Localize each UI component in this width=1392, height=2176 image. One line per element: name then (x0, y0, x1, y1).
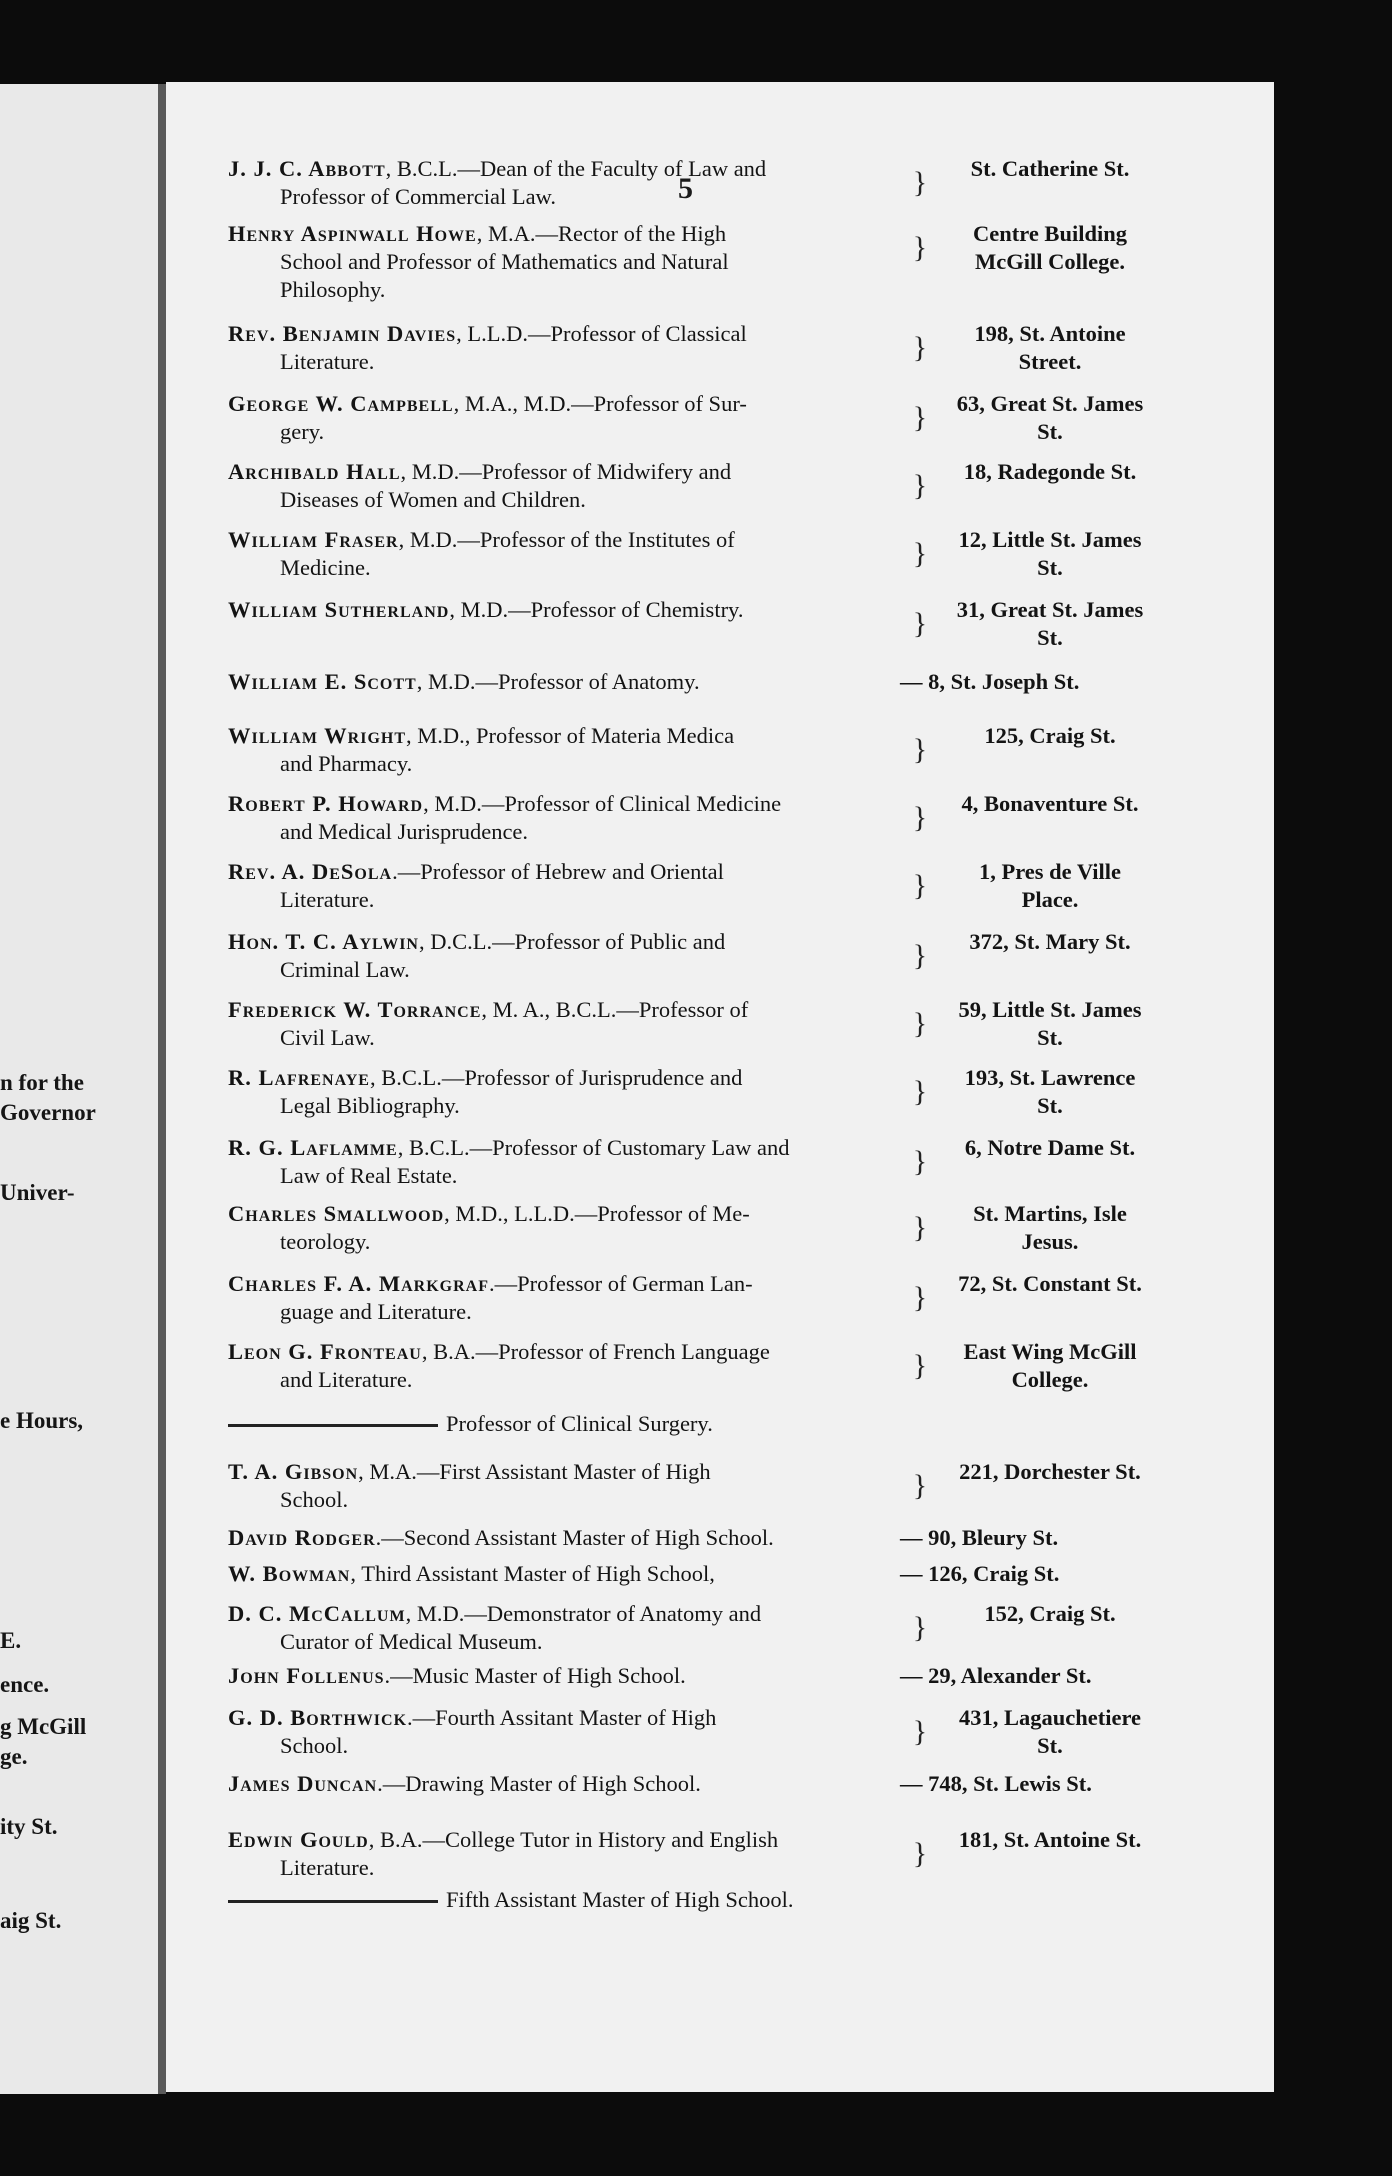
address-line: 4, Bonaventure St. (961, 791, 1139, 816)
entry-title: , M.D.—Professor of Clinical Medicine (423, 791, 782, 816)
entry-description (228, 928, 904, 984)
left-page-text-fragment: e Hours, (0, 1408, 84, 1433)
entry-address (900, 1524, 1180, 1552)
address-line: College. (1011, 1367, 1089, 1392)
address-line: 372, St. Mary St. (969, 929, 1131, 954)
brace-separator: } (912, 801, 928, 834)
entry-title-continued: Diseases of Women and Children. (280, 487, 586, 512)
brace-separator: } (912, 401, 928, 434)
person-name: Henry Aspinwall Howe (228, 221, 477, 246)
address-line: — 29, Alexander St. (900, 1663, 1092, 1688)
entry-title: , M.D.—Professor of the Institutes of (398, 527, 735, 552)
person-name: George W. Campbell (228, 391, 454, 416)
address-line: Place. (1021, 887, 1079, 912)
brace-separator: } (912, 1281, 928, 1314)
address-line: St. (1037, 625, 1063, 650)
entry-description (228, 1270, 904, 1326)
entry-description (228, 1200, 904, 1256)
person-name: David Rodger (228, 1525, 376, 1550)
entry-address (932, 1458, 1168, 1486)
address-line: 198, St. Antoine (974, 321, 1126, 346)
address-line: St. (1037, 1733, 1063, 1758)
brace-separator: } (912, 1145, 928, 1178)
entry-title: , B.C.L.—Dean of the Faculty of Law and (385, 156, 767, 181)
entry-title: , B.A.—Professor of French Language (421, 1339, 770, 1364)
brace-separator: } (912, 1611, 928, 1644)
entry-title-continued: Literature. (280, 887, 375, 912)
entry-title-continued: Philosophy. (280, 277, 386, 302)
entry-description (228, 1064, 904, 1120)
entry-description (228, 1338, 904, 1394)
address-line: 12, Little St. James (958, 527, 1142, 552)
person-name: J. J. C. Abbott (228, 156, 386, 181)
person-name: Hon. T. C. Aylwin (228, 929, 419, 954)
address-line: 31, Great St. James (956, 597, 1144, 622)
entry-title: , M.D.—Professor of Anatomy. (416, 669, 700, 694)
faculty-entry (228, 1886, 1238, 1970)
person-name: Leon G. Fronteau (228, 1339, 422, 1364)
entry-description (228, 1662, 904, 1690)
left-page-text-fragment: g McGill (0, 1714, 87, 1739)
entry-title-continued: School and Professor of Mathematics and Natural (280, 249, 729, 274)
entry-description (228, 668, 904, 696)
person-name: William Fraser (228, 527, 399, 552)
address-line: 431, Lagauchetiere (958, 1705, 1142, 1730)
entry-title-continued: Literature. (280, 1855, 375, 1880)
left-page-fragment (0, 84, 158, 2094)
entry-address (900, 1770, 1180, 1798)
entry-title: .—Professor of German Lan- (488, 1271, 753, 1296)
entry-title: , B.A.—College Tutor in History and English (368, 1827, 779, 1852)
entry-title-continued: gery. (280, 419, 325, 444)
person-name: John Follenus (228, 1663, 385, 1688)
address-line: 221, Dorchester St. (959, 1459, 1141, 1484)
entry-description (228, 1826, 904, 1882)
entry-address (932, 1338, 1168, 1394)
brace-separator: } (912, 1349, 928, 1382)
entry-address (932, 526, 1168, 582)
entry-title: .—Fourth Assitant Master of High (407, 1705, 717, 1730)
address-line: 125, Craig St. (984, 723, 1116, 748)
entry-description (228, 858, 904, 914)
entry-title: , M.A.—First Assistant Master of High (358, 1459, 711, 1484)
brace-separator: } (912, 1075, 928, 1108)
entry-address (932, 1200, 1168, 1256)
person-name: Charles F. A. Markgraf (228, 1271, 489, 1296)
address-line: 63, Great St. James (956, 391, 1144, 416)
address-line: St. Martins, Isle (973, 1201, 1127, 1226)
entry-address (932, 596, 1168, 652)
address-line: 1, Pres de Ville (978, 859, 1122, 884)
person-name: Charles Smallwood (228, 1201, 445, 1226)
brace-separator: } (912, 607, 928, 640)
entry-title-continued: Professor of Commercial Law. (280, 184, 556, 209)
address-line: 193, St. Lawrence (964, 1065, 1136, 1090)
brace-separator: } (912, 1469, 928, 1502)
person-name: W. Bowman (228, 1561, 351, 1586)
entry-title-continued: Criminal Law. (280, 957, 410, 982)
entry-title: , M.A.—Rector of the High (476, 221, 727, 246)
entry-title: , L.L.D.—Professor of Classical (456, 321, 747, 346)
entry-title: .—Drawing Master of High School. (377, 1771, 701, 1796)
entry-title-continued: guage and Literature. (280, 1299, 472, 1324)
entry-title: Professor of Clinical Surgery. (446, 1411, 713, 1436)
person-name: William E. Scott (228, 669, 417, 694)
address-line: St. (1037, 555, 1063, 580)
entry-description (228, 1458, 904, 1514)
entry-description (228, 722, 904, 778)
address-line: 6, Notre Dame St. (964, 1135, 1136, 1160)
page-number: 5 (678, 172, 693, 205)
left-page-text-fragment: n for the (0, 1070, 84, 1095)
brace-separator: } (912, 869, 928, 902)
entry-address (932, 996, 1168, 1052)
left-page-text-fragment: ity St. (0, 1814, 58, 1839)
entry-description (228, 1886, 904, 1914)
person-name: G. D. Borthwick (228, 1705, 408, 1730)
entry-title-continued: Medicine. (280, 555, 371, 580)
entry-address (932, 1064, 1168, 1120)
person-name: Frederick W. Torrance (228, 997, 482, 1022)
faculty-entry (228, 220, 1238, 304)
vacant-position-line (228, 1424, 438, 1427)
entry-address (932, 390, 1168, 446)
entry-description (228, 1134, 904, 1190)
entry-description (228, 1560, 904, 1588)
entry-title: , M. A., B.C.L.—Professor of (481, 997, 749, 1022)
entry-title-continued: Literature. (280, 349, 375, 374)
address-line: 72, St. Constant St. (958, 1271, 1142, 1296)
address-line: 152, Craig St. (984, 1601, 1116, 1626)
entry-description (228, 1410, 904, 1438)
entry-address (932, 220, 1168, 276)
address-line: 181, St. Antoine St. (958, 1827, 1142, 1852)
address-line: — 748, St. Lewis St. (900, 1771, 1092, 1796)
address-line: — 126, Craig St. (900, 1561, 1060, 1586)
entry-title-continued: Curator of Medical Museum. (280, 1629, 543, 1654)
entry-description (228, 1600, 904, 1656)
entry-address (932, 1270, 1168, 1298)
person-name: D. C. McCallum (228, 1601, 406, 1626)
entry-title: , B.C.L.—Professor of Jurisprudence and (369, 1065, 743, 1090)
brace-separator: } (912, 469, 928, 502)
entry-title: , M.A., M.D.—Professor of Sur- (453, 391, 747, 416)
entry-description (228, 458, 904, 514)
entry-address (932, 858, 1168, 914)
person-name: Rev. A. DeSola (228, 859, 393, 884)
book-gutter (158, 84, 166, 2094)
right-page (166, 82, 1274, 2092)
entry-address (932, 928, 1168, 956)
address-line: St. (1037, 1093, 1063, 1118)
entry-address (932, 458, 1168, 486)
entry-description (228, 596, 904, 624)
entry-title-continued: School. (280, 1733, 349, 1758)
person-name: William Sutherland (228, 597, 450, 622)
entry-description (228, 1524, 904, 1552)
left-page-text-fragment: ence. (0, 1672, 50, 1697)
entry-title-continued: Law of Real Estate. (280, 1163, 458, 1188)
entry-title: Fifth Assistant Master of High School. (446, 1887, 794, 1912)
address-line: East Wing McGill (963, 1339, 1137, 1364)
entry-title: , B.C.L.—Professor of Customary Law and (397, 1135, 790, 1160)
left-page-text-fragment: ge. (0, 1744, 28, 1769)
person-name: James Duncan (228, 1771, 378, 1796)
entry-address (900, 1560, 1180, 1588)
entry-description (228, 1704, 904, 1760)
brace-separator: } (912, 1211, 928, 1244)
person-name: R. G. Laflamme (228, 1135, 398, 1160)
person-name: Rev. Benjamin Davies (228, 321, 457, 346)
person-name: Edwin Gould (228, 1827, 369, 1852)
entry-title-continued: Legal Bibliography. (280, 1093, 460, 1118)
person-name: William Wright (228, 723, 407, 748)
entry-description (228, 1770, 904, 1798)
brace-separator: } (912, 331, 928, 364)
address-line: McGill College. (975, 249, 1125, 274)
entry-address (900, 668, 1180, 696)
vacant-position-line (228, 1900, 438, 1903)
brace-separator: } (912, 537, 928, 570)
entry-title-continued: teorology. (280, 1229, 371, 1254)
entry-description (228, 996, 904, 1052)
entry-description (228, 320, 904, 376)
entry-title: , D.C.L.—Professor of Public and (418, 929, 726, 954)
entry-title: , M.D.—Professor of Chemistry. (449, 597, 744, 622)
entry-title: , M.D., L.L.D.—Professor of Me- (444, 1201, 750, 1226)
left-page-text-fragment: Univer- (0, 1180, 75, 1205)
address-line: St. (1037, 419, 1063, 444)
entry-address (932, 320, 1168, 376)
entry-title-continued: Civil Law. (280, 1025, 375, 1050)
entry-title: , M.D.—Professor of Midwifery and (400, 459, 732, 484)
brace-separator: } (912, 1007, 928, 1040)
brace-separator: } (912, 231, 928, 264)
person-name: T. A. Gibson (228, 1459, 359, 1484)
entry-title: , M.D.—Demonstrator of Anatomy and (405, 1601, 762, 1626)
entry-title-continued: School. (280, 1487, 349, 1512)
brace-separator: } (912, 939, 928, 972)
address-line: 59, Little St. James (958, 997, 1142, 1022)
entry-description (228, 390, 904, 446)
entry-title: , Third Assistant Master of High School, (350, 1561, 715, 1586)
entry-title-continued: and Pharmacy. (280, 751, 413, 776)
address-line: St. Catherine St. (970, 156, 1130, 181)
entry-address (932, 1826, 1168, 1854)
entry-description (228, 155, 904, 211)
person-name: Archibald Hall (228, 459, 401, 484)
brace-separator: } (912, 733, 928, 766)
entry-description (228, 790, 904, 846)
entry-address (932, 1600, 1168, 1628)
entry-address (900, 1662, 1180, 1690)
entry-title: .—Second Assistant Master of High School. (375, 1525, 774, 1550)
faculty-list (166, 82, 1274, 2092)
entry-title-continued: and Literature. (280, 1367, 413, 1392)
brace-separator: } (912, 1715, 928, 1748)
address-line: Centre Building (973, 221, 1127, 246)
entry-address (932, 1704, 1168, 1760)
entry-address (932, 790, 1168, 818)
address-line: — 90, Bleury St. (900, 1525, 1059, 1550)
entry-title: .—Music Master of High School. (384, 1663, 686, 1688)
entry-description (228, 526, 904, 582)
address-line: 18, Radegonde St. (963, 459, 1137, 484)
left-page-text-fragment: Governor (0, 1100, 96, 1125)
address-line: — 8, St. Joseph St. (900, 669, 1080, 694)
entry-title: , M.D., Professor of Materia Medica (406, 723, 735, 748)
entry-title: .—Professor of Hebrew and Oriental (392, 859, 724, 884)
person-name: R. Lafrenaye (228, 1065, 370, 1090)
address-line: St. (1037, 1025, 1063, 1050)
entry-title-continued: and Medical Jurisprudence. (280, 819, 529, 844)
address-line: Street. (1018, 349, 1082, 374)
entry-description (228, 220, 904, 304)
left-page-text-fragment: E. (0, 1628, 22, 1653)
person-name: Robert P. Howard (228, 791, 424, 816)
entry-address (932, 722, 1168, 750)
brace-separator: } (912, 166, 928, 199)
brace-separator: } (912, 1837, 928, 1870)
entry-address (932, 1134, 1168, 1162)
entry-address (932, 155, 1168, 183)
address-line: Jesus. (1021, 1229, 1079, 1254)
left-page-text-fragment: aig St. (0, 1908, 62, 1933)
